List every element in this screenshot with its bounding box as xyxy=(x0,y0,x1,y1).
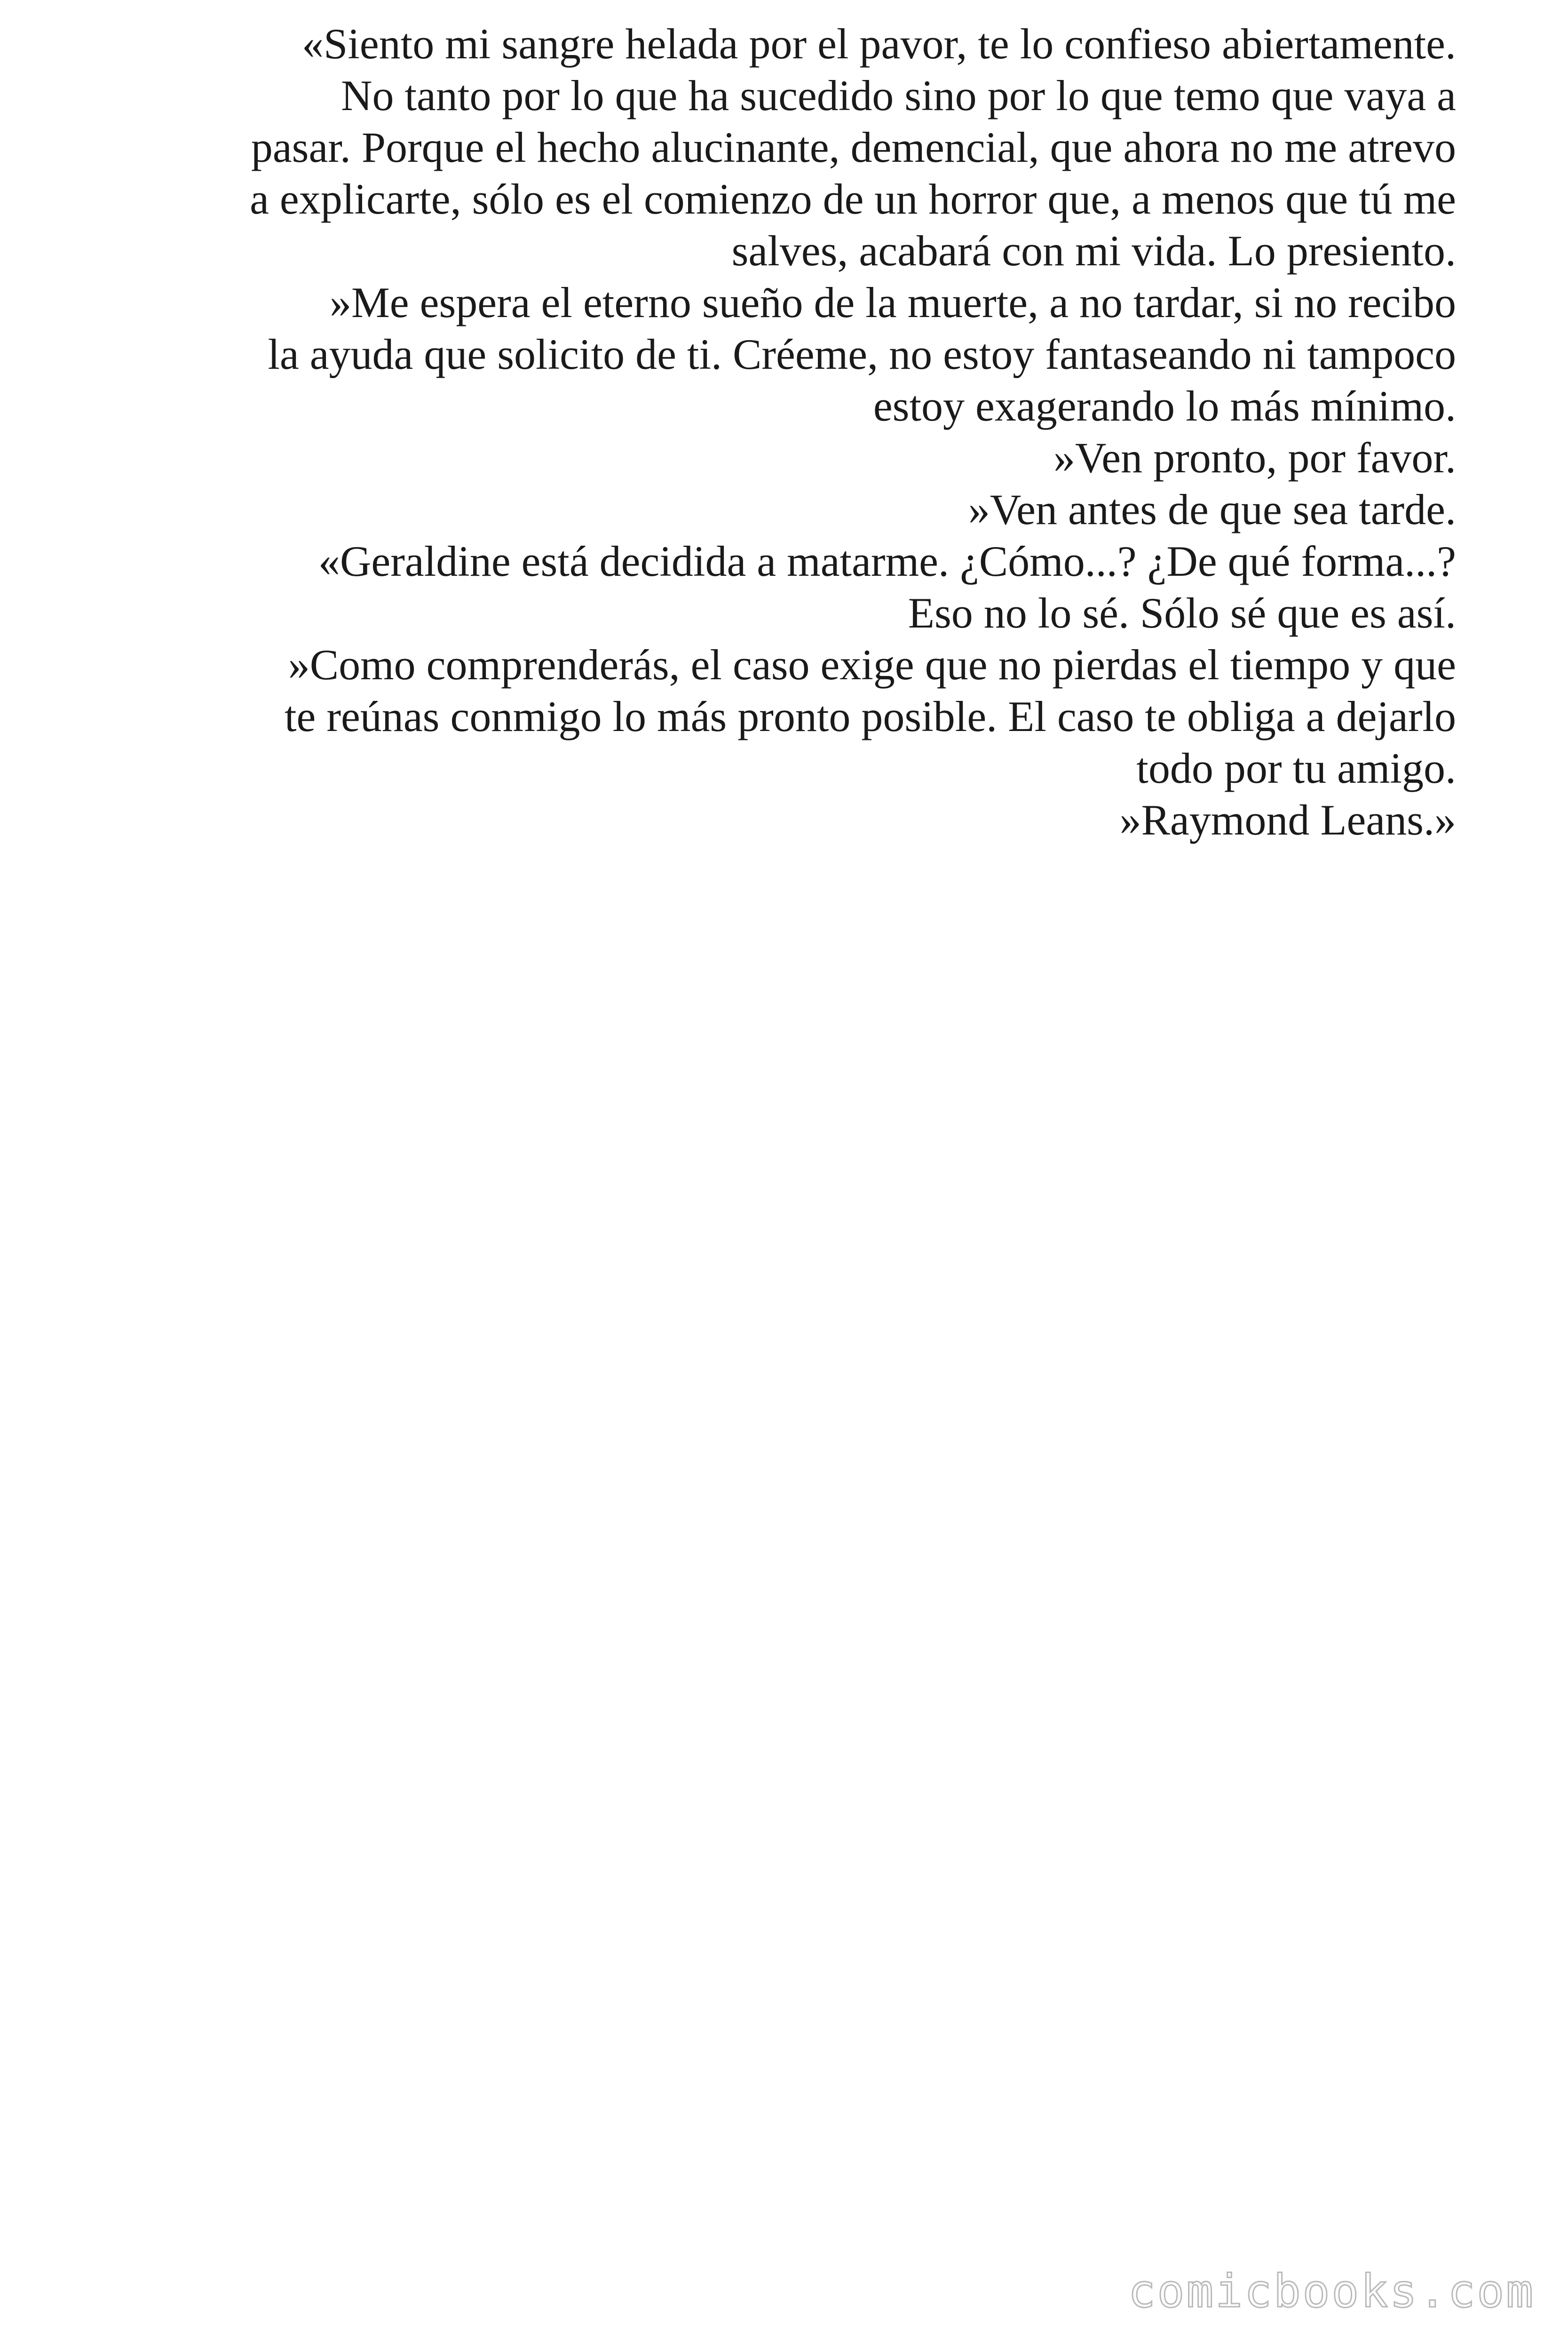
text-line: «Siento mi sangre helada por el pavor, te lo confieso abiertamente. xyxy=(302,20,1456,68)
text-line: todo por tu amigo. xyxy=(1136,744,1456,792)
watermark: comicbooks.com xyxy=(1128,2265,1535,2318)
text-line: »Ven pronto, por favor. xyxy=(1053,434,1456,482)
text-line: »Ven antes de que sea tarde. xyxy=(968,485,1456,533)
text-line: estoy exagerando lo más mínimo. xyxy=(873,382,1456,430)
text-line: pasar. Porque el hecho alucinante, demencial, que ahora no me atrevo xyxy=(251,123,1456,171)
text-line: a explicarte, sólo es el comienzo de un horror que, a menos que tú me xyxy=(250,175,1456,223)
letter-text xyxy=(85,18,1456,846)
text-line: Eso no lo sé. Sólo sé que es así. xyxy=(908,589,1456,637)
text-line: »Me espera el eterno sueño de la muerte, a no tardar, si no recibo xyxy=(329,278,1456,326)
text-line: salves, acabará con mi vida. Lo presiento. xyxy=(731,227,1456,275)
text-line: No tanto por lo que ha sucedido sino por lo que temo que vaya a xyxy=(341,72,1456,119)
text-line: »Como comprenderás, el caso exige que no pierdas el tiempo y que xyxy=(288,641,1456,689)
text-line: »Raymond Leans.» xyxy=(1119,796,1456,844)
text-line: te reúnas conmigo lo más pronto posible. El caso te obliga a dejarlo xyxy=(284,692,1456,740)
text-line: «Geraldine está decidida a matarme. ¿Cómo...? ¿De qué forma...? xyxy=(318,537,1456,585)
text-line: la ayuda que solicito de ti. Créeme, no estoy fantaseando ni tampoco xyxy=(268,330,1456,378)
